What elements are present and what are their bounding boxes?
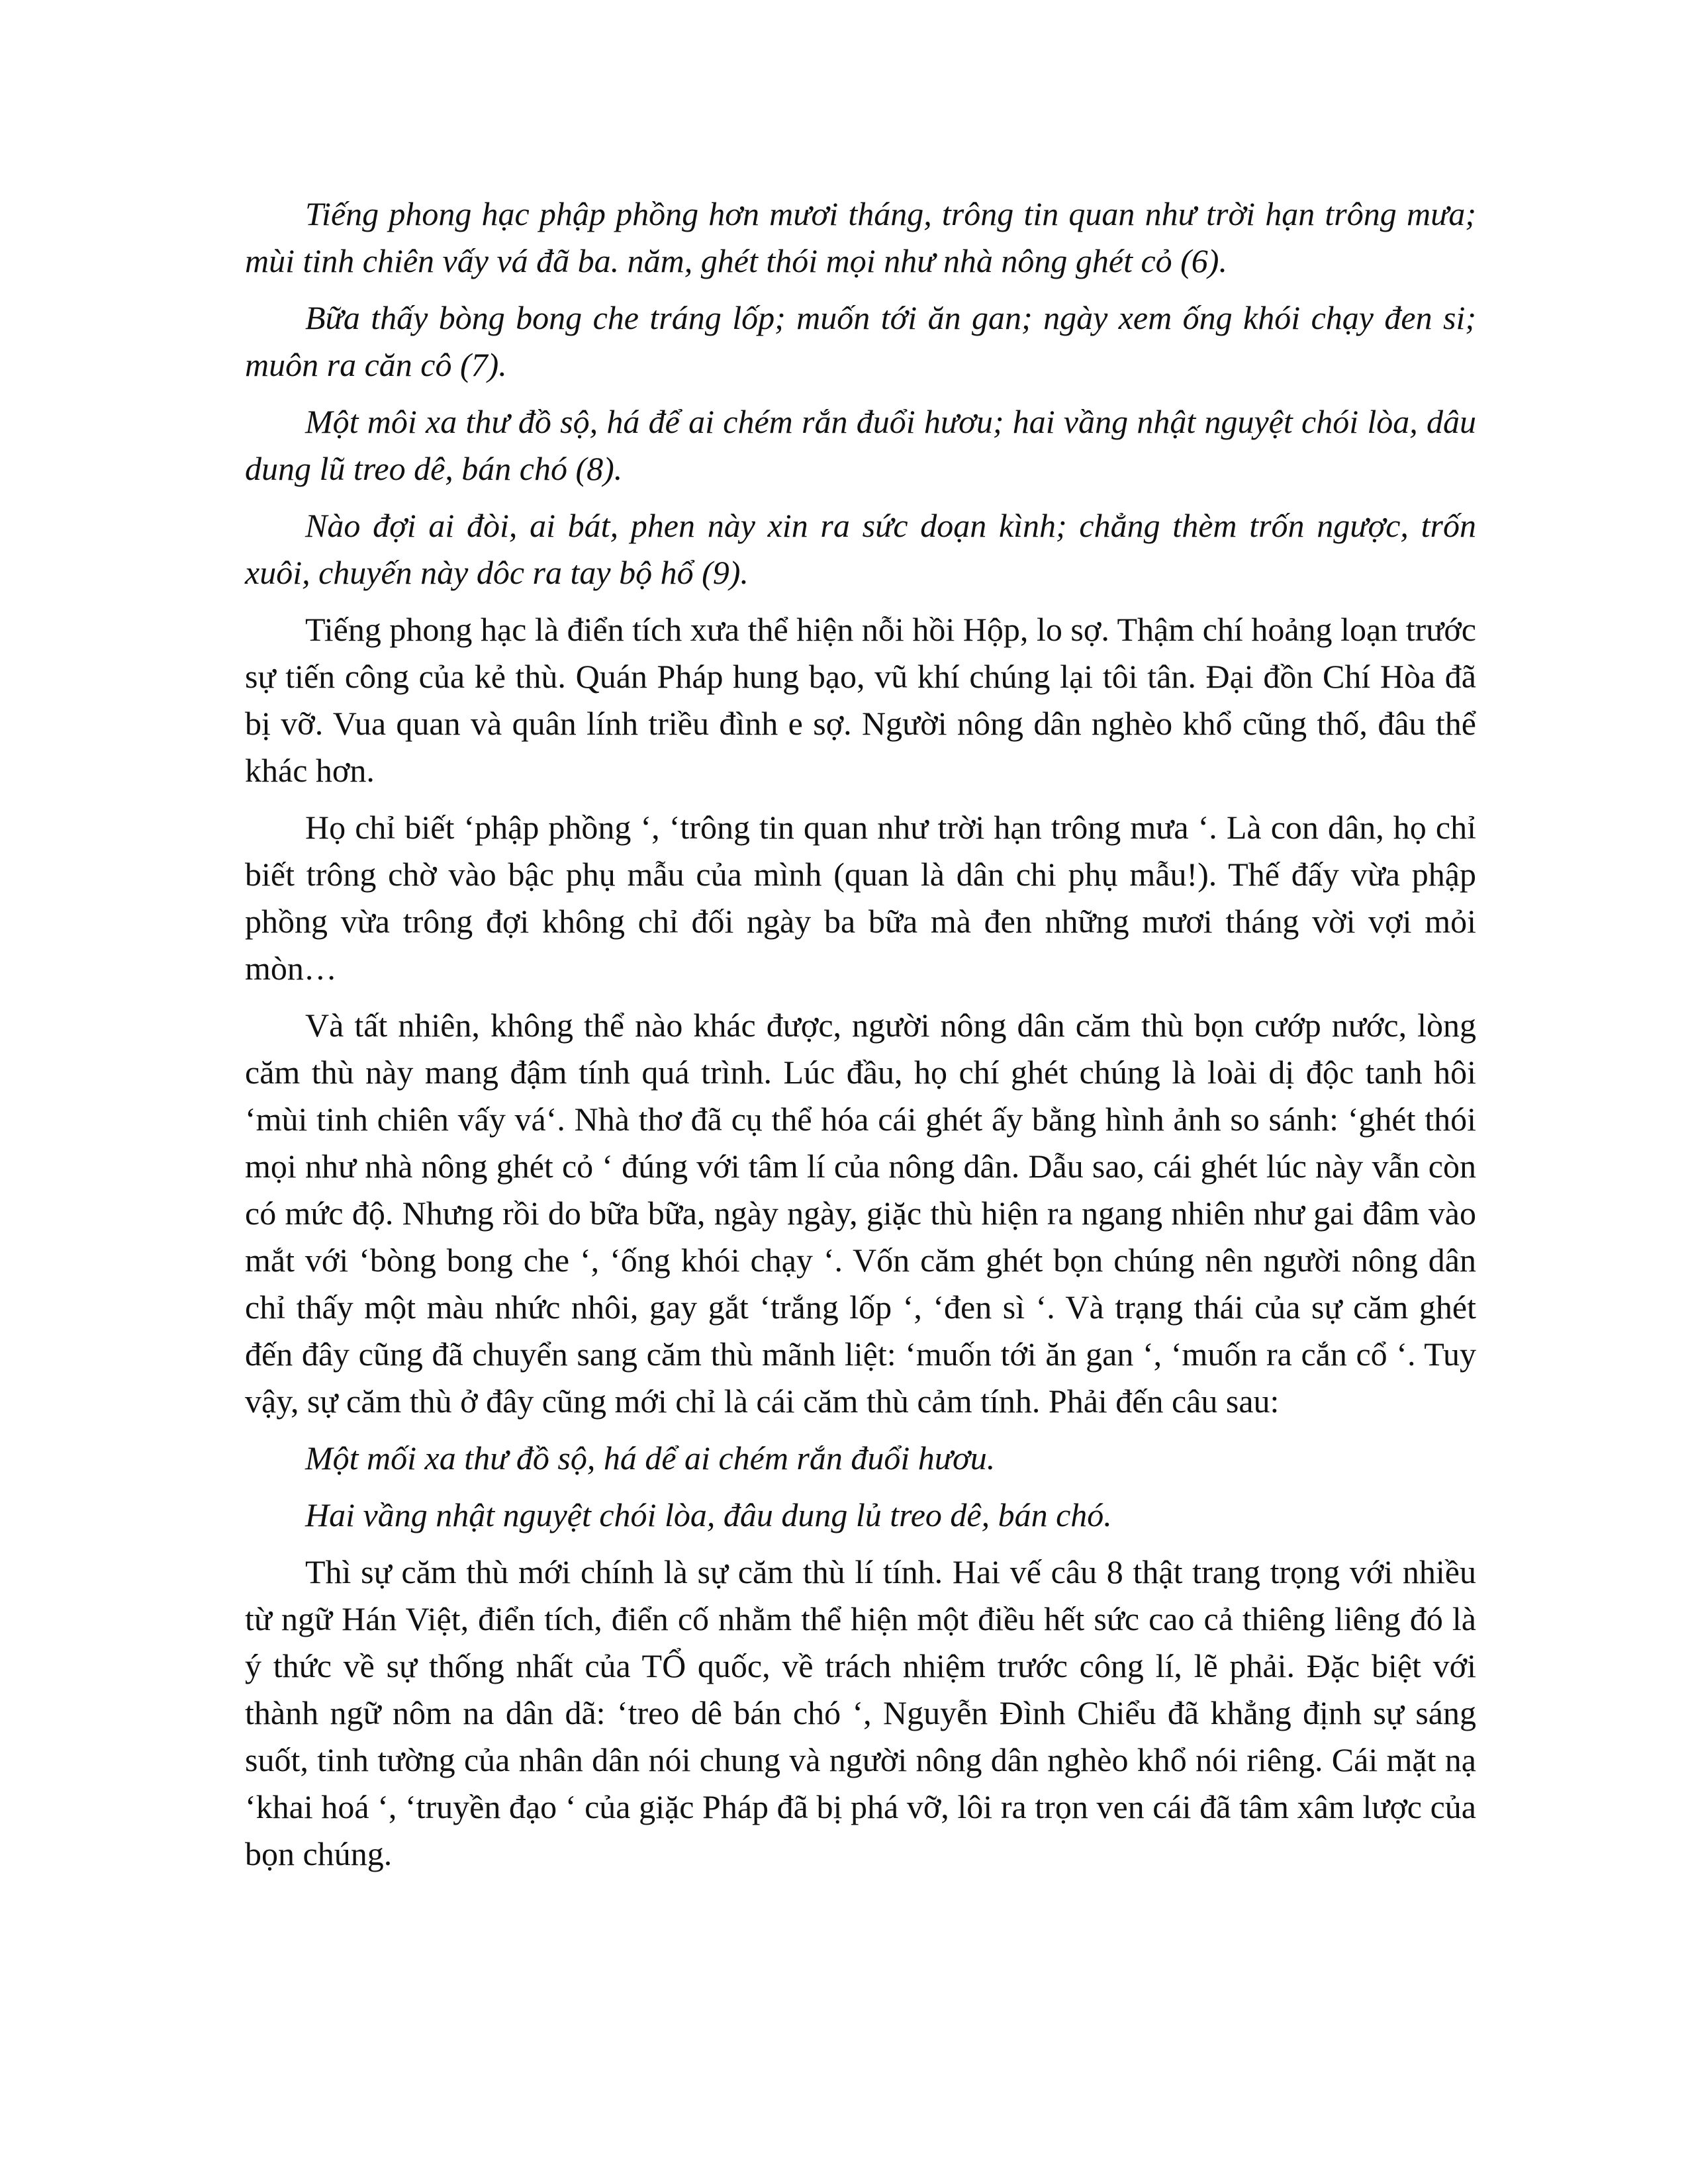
quote-paragraph-9: Nào đợi ai đòi, ai bát, phen này xin ra sức doạn kình; chẳng thèm trốn ngược, trốn xuôi, chuyến này dôc ra tay bộ hổ (9). — [245, 507, 1476, 591]
body-paragraph: Thì sự căm thù mới chính là sự căm thù lí tính. Hai vế câu 8 thật trang trọng với nhiều từ ngữ Hán Việt, điển tích, điển cố nhằm thể hiện một điều hết sức cao cả thiêng liêng đó là ý thức về sự thống nhất của TỔ quốc, về trách nhiệm trước công lí, lẽ phải. Đặc biệt với thành ngữ nôm na dân dã: ‘treo dê bán chó ‘, Nguyễn Đình Chiểu đã khẳng định sự sáng suốt, tinh tường của nhân dân nói chung và người nông dân nghèo khổ nói riêng. Cái mặt nạ ‘khai hoá ‘, ‘truyền đạo ‘ của giặc Pháp đã bị phá vỡ, lôi ra trọn ven cái đã tâm xâm lược của bọn chúng. — [245, 1553, 1476, 1872]
quote-verse-line: Một mối xa thư đồ sộ, há dể ai chém rắn đuổi hươu. — [305, 1439, 996, 1477]
quote-paragraph-8: Một môi xa thư đồ sộ, há để ai chém rắn đuổi hươu; hai vầng nhật nguyệt chói lòa, dâu dung lũ treo dê, bán chó (8). — [245, 403, 1476, 487]
body-paragraph: Và tất nhiên, không thể nào khác được, người nông dân căm thù bọn cướp nước, lòng căm thù này mang đậm tính quá trình. Lúc đầu, họ chí ghét chúng là loài dị độc tanh hôi ‘mùi tinh chiên vấy vá‘. Nhà thơ đã cụ thể hóa cái ghét ấy bằng hình ảnh so sánh: ‘ghét thói mọi như nhà nông ghét cỏ ‘ đúng với tâm lí của nông dân. Dẫu sao, cái ghét lúc này vẫn còn có mức độ. Nhưng rồi do bữa bữa, ngày ngày, giặc thù hiện ra ngang nhiên như gai đâm vào mắt với ‘bòng bong che ‘, ‘ống khói chạy ‘. Vốn căm ghét bọn chúng nên người nông dân chỉ thấy một màu nhức nhôi, gay gắt ‘trắng lốp ‘, ‘đen sì ‘. Và trạng thái của sự căm ghét đến đây cũng đã chuyển sang căm thù mãnh liệt: ‘muốn tới ăn gan ‘, ‘muốn ra cắn cổ ‘. Tuy vậy, sự căm thù ở đây cũng mới chỉ là cái căm thù cảm tính. Phải đến câu sau: — [245, 1007, 1476, 1420]
quote-paragraph-7: Bữa thấy bòng bong che tráng lốp; muốn tới ăn gan; ngày xem ống khói chạy đen si; muôn ra căn cô (7). — [245, 299, 1476, 383]
body-paragraph: Họ chỉ biết ‘phập phồng ‘, ‘trông tin quan như trời hạn trông mưa ‘. Là con dân, họ chỉ biết trông chờ vào bậc phụ mẫu của mình (quan là dân chi phụ mẫu!). Thế đấy vừa phập phồng vừa trông đợi không chỉ đối ngày ba bữa mà đen những mươi tháng vời vợi mỏi mòn… — [245, 809, 1476, 987]
quote-paragraph-6: Tiếng phong hạc phập phồng hơn mươi tháng, trông tin quan như trời hạn trông mưa; mùi tinh chiên vấy vá đã ba. năm, ghét thói mọi như nhà nông ghét cỏ (6). — [245, 195, 1476, 279]
body-paragraph: Tiếng phong hạc là điển tích xưa thể hiện nỗi hồi Hộp, lo sợ. Thậm chí hoảng loạn trước sự tiến công của kẻ thù. Quán Pháp hung bạo, vũ khí chúng lại tôi tân. Đại đồn Chí Hòa đã bị vỡ. Vua quan và quân lính triều đình e sợ. Người nông dân nghèo khổ cũng thố, đâu thể khác hơn. — [245, 611, 1476, 789]
quote-verse-line: Hai vầng nhật nguyệt chói lòa, đâu dung lủ treo dê, bán chó. — [305, 1496, 1112, 1533]
document-page — [245, 191, 1476, 1888]
